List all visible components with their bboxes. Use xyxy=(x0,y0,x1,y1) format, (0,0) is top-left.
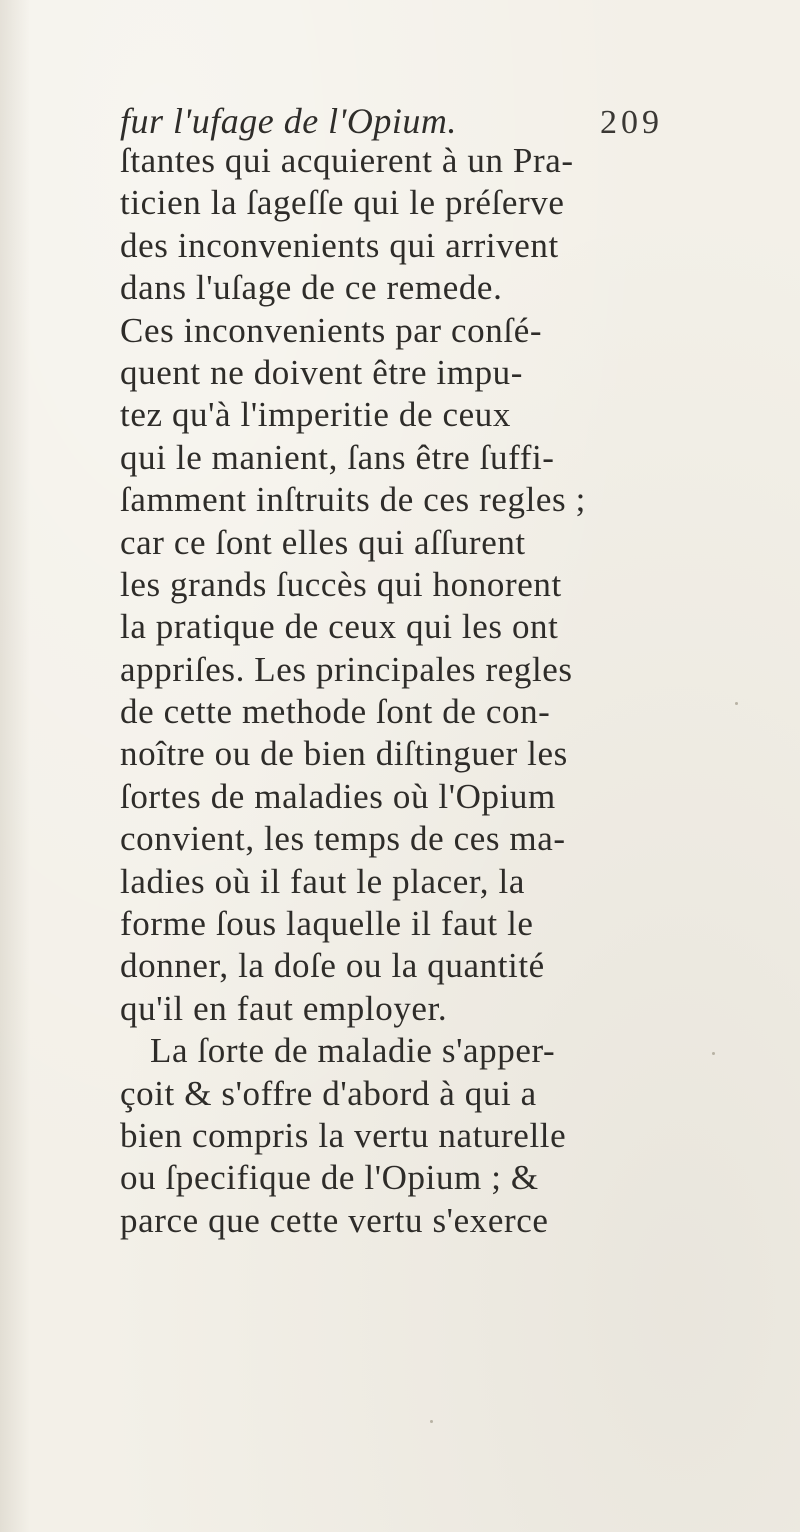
text-body xyxy=(120,140,680,1242)
paragraph-first-line: La ſorte de maladie s'apper- xyxy=(150,1031,556,1071)
text-line: ſtantes qui acquierent à un Pra- xyxy=(120,141,574,180)
paper-speck xyxy=(712,1052,715,1055)
text-line: Ces inconvenients par conſé- xyxy=(120,310,543,350)
text-line: qui le manient, ſans être ſuffi- xyxy=(120,437,555,477)
text-line: de cette methode ſont de con- xyxy=(120,692,551,732)
text-line: ladies où il faut le placer, la xyxy=(120,861,525,901)
text-line: des inconvenients qui arrivent xyxy=(120,225,559,265)
text-line: noître ou de bien diſtinguer les xyxy=(120,734,568,774)
text-line: dans l'uſage de ce remede. xyxy=(120,268,503,308)
text-line: forme ſous laquelle il faut le xyxy=(120,904,534,944)
paper-speck xyxy=(430,1420,433,1423)
text-line: car ce ſont elles qui aſſurent xyxy=(120,522,526,562)
text-line: ſamment inſtruits de ces regles ; xyxy=(120,480,586,520)
page-number: 209 xyxy=(600,104,663,141)
text-line: ticien la ſageſſe qui le préſerve xyxy=(120,183,565,223)
text-line: ou ſpecifique de l'Opium ; & xyxy=(120,1158,539,1198)
text-line: convient, les temps de ces ma- xyxy=(120,819,566,859)
text-line: quent ne doivent être impu- xyxy=(120,352,524,392)
running-title: fur l'ufage de l'Opium. xyxy=(120,101,457,141)
paper-speck xyxy=(735,702,738,705)
text-line: donner, la doſe ou la quantité xyxy=(120,946,545,986)
text-line: tez qu'à l'imperitie de ceux xyxy=(120,395,511,435)
page-edge-shadow xyxy=(0,0,30,1532)
text-line: qu'il en faut employer. xyxy=(120,988,448,1028)
text-line: bien compris la vertu naturelle xyxy=(120,1115,567,1155)
text-line: la pratique de ceux qui les ont xyxy=(120,607,559,647)
text-line: çoit & s'offre d'abord à qui a xyxy=(120,1073,537,1113)
text-line: parce que cette vertu s'exerce xyxy=(120,1200,549,1240)
text-line: appriſes. Les principales regles xyxy=(120,649,573,689)
text-line: ſortes de maladies où l'Opium xyxy=(120,776,556,816)
text-line: les grands ſuccès qui honorent xyxy=(120,564,562,604)
